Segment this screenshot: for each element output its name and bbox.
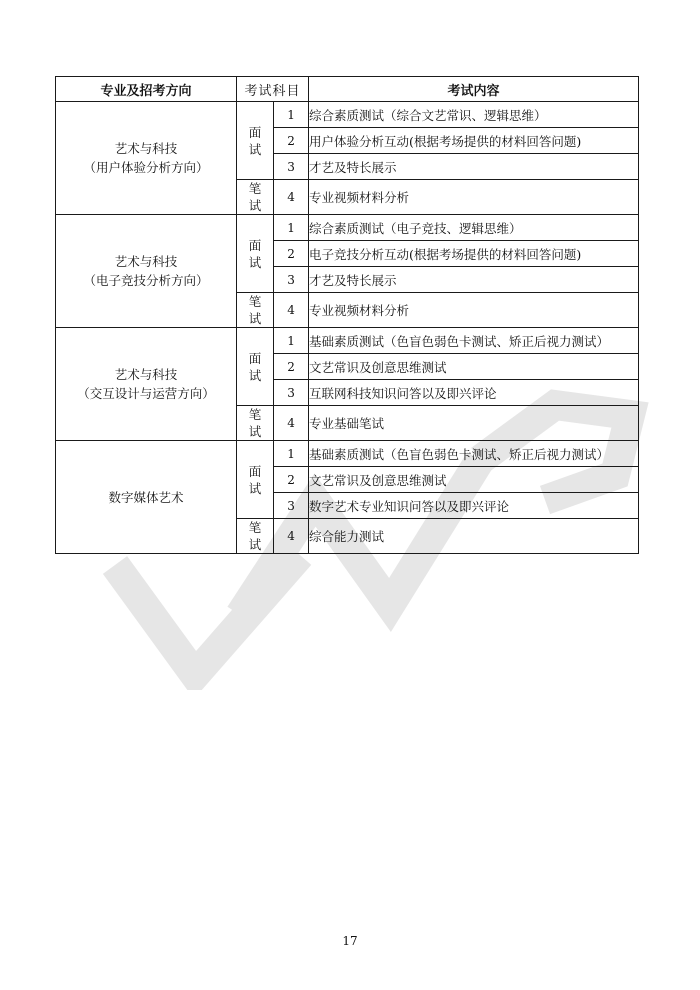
interview-label-char: 试 <box>248 141 262 157</box>
item-number: 2 <box>274 128 309 154</box>
interview-label-cell <box>237 102 274 180</box>
exam-content: 基础素质测试（色盲色弱色卡测试、矫正后视力测试） <box>309 328 639 354</box>
exam-content: 互联网科技知识问答以及即兴评论 <box>309 380 639 406</box>
major-cell <box>56 102 237 215</box>
interview-label-char: 面 <box>248 350 262 366</box>
written-label-char: 笔 <box>248 407 262 422</box>
written-label-char: 试 <box>248 198 262 213</box>
header-major: 专业及招考方向 <box>56 77 237 102</box>
exam-content: 基础素质测试（色盲色弱色卡测试、矫正后视力测试） <box>309 441 639 467</box>
exam-content: 专业基础笔试 <box>309 406 639 441</box>
item-number: 1 <box>274 102 309 128</box>
exam-content: 才艺及特长展示 <box>309 267 639 293</box>
written-label-char: 笔 <box>248 294 262 309</box>
header-content: 考试内容 <box>309 77 639 102</box>
item-number: 3 <box>274 154 309 180</box>
interview-label-char: 试 <box>248 480 262 496</box>
written-label-char: 笔 <box>248 520 262 535</box>
item-number: 1 <box>274 215 309 241</box>
interview-label-cell <box>237 441 274 519</box>
major-name-line: 艺术与科技 <box>114 367 178 382</box>
major-cell <box>56 328 237 441</box>
written-label-char: 试 <box>248 537 262 552</box>
interview-label-char: 面 <box>248 124 262 140</box>
major-name-line: （交互设计与运营方向） <box>77 386 215 401</box>
major-name-line: 数字媒体艺术 <box>108 489 184 505</box>
exam-content: 专业视频材料分析 <box>309 293 639 328</box>
interview-label-char: 试 <box>248 367 262 383</box>
interview-label-cell <box>237 215 274 293</box>
item-number: 1 <box>274 441 309 467</box>
major-cell <box>56 215 237 328</box>
exam-content: 文艺常识及创意思维测试 <box>309 354 639 380</box>
major-name-line: 艺术与科技 <box>114 141 178 156</box>
exam-content: 电子竞技分析互动(根据考场提供的材料回答问题) <box>309 241 639 267</box>
item-number: 2 <box>274 241 309 267</box>
exam-content: 综合素质测试（电子竞技、逻辑思维） <box>309 215 639 241</box>
written-label-cell <box>237 519 274 554</box>
table-row <box>56 328 639 354</box>
written-label-cell <box>237 293 274 328</box>
table-row <box>56 441 639 467</box>
item-number: 4 <box>274 519 309 554</box>
exam-content: 综合能力测试 <box>309 519 639 554</box>
interview-label-char: 面 <box>248 463 262 479</box>
header-subject: 考试科目 <box>237 77 309 102</box>
item-number: 4 <box>274 293 309 328</box>
table-body <box>56 102 639 554</box>
table-header-row <box>56 77 639 102</box>
major-cell <box>56 441 237 554</box>
written-label-char: 试 <box>248 424 262 439</box>
item-number: 4 <box>274 406 309 441</box>
item-number: 3 <box>274 493 309 519</box>
item-number: 4 <box>274 180 309 215</box>
written-label-cell <box>237 180 274 215</box>
table-row <box>56 102 639 128</box>
interview-label-char: 试 <box>248 254 262 270</box>
item-number: 1 <box>274 328 309 354</box>
exam-content: 才艺及特长展示 <box>309 154 639 180</box>
exam-content: 专业视频材料分析 <box>309 180 639 215</box>
exam-content: 综合素质测试（综合文艺常识、逻辑思维） <box>309 102 639 128</box>
item-number: 3 <box>274 380 309 406</box>
interview-label-cell <box>237 328 274 406</box>
page-number: 17 <box>342 934 358 948</box>
interview-label-char: 面 <box>248 237 262 253</box>
exam-content: 数字艺术专业知识问答以及即兴评论 <box>309 493 639 519</box>
item-number: 2 <box>274 354 309 380</box>
major-name-line: （用户体验分析方向） <box>83 160 209 175</box>
item-number: 3 <box>274 267 309 293</box>
exam-content: 文艺常识及创意思维测试 <box>309 467 639 493</box>
table-row <box>56 215 639 241</box>
written-label-cell <box>237 406 274 441</box>
written-label-char: 试 <box>248 311 262 326</box>
exam-content: 用户体验分析互动(根据考场提供的材料回答问题) <box>309 128 639 154</box>
written-label-char: 笔 <box>248 181 262 196</box>
exam-subjects-table <box>55 76 639 554</box>
major-name-line: 艺术与科技 <box>114 254 178 269</box>
major-name-line: （电子竞技分析方向） <box>83 273 209 288</box>
item-number: 2 <box>274 467 309 493</box>
